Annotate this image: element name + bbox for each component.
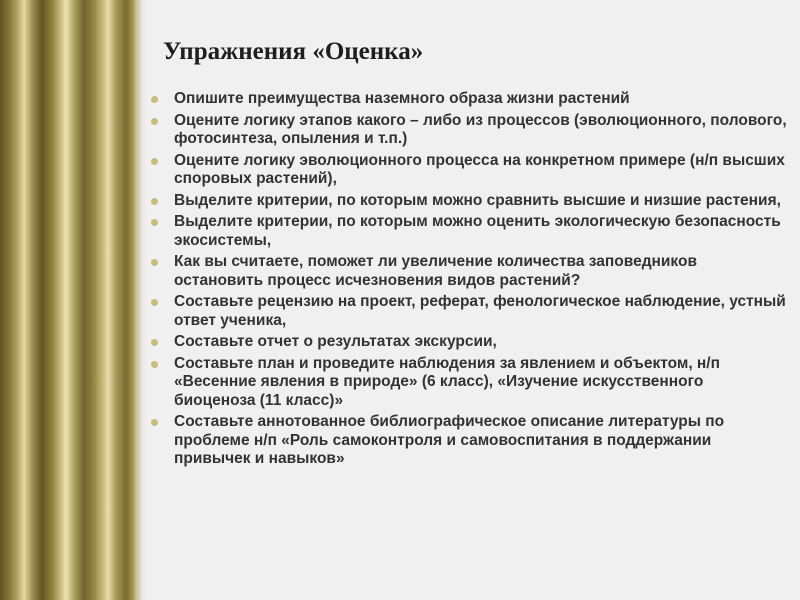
- bullet-list: [148, 90, 788, 472]
- list-item: [148, 192, 788, 211]
- list-item: [148, 90, 788, 109]
- bullet-icon: [151, 96, 158, 103]
- list-item-text: Составьте план и проведите наблюдения за явлением и объектом, н/п «Весенние явления в природе» (6 класс), «Изучение искусственного биоценоза (11 класс)»: [174, 354, 720, 409]
- bullet-icon: [151, 419, 158, 426]
- decorative-stripes: [0, 0, 137, 600]
- bullet-icon: [151, 158, 158, 165]
- list-item: [148, 413, 788, 469]
- bullet-icon: [151, 361, 158, 368]
- list-item-text: Опишите преимущества наземного образа жизни растений: [174, 90, 630, 107]
- list-item: [148, 333, 788, 352]
- bullet-icon: [151, 198, 158, 205]
- bullet-icon: [151, 118, 158, 125]
- bullet-icon: [151, 219, 158, 226]
- list-item: [148, 213, 788, 250]
- list-item-text: Составьте отчет о результатах экскурсии,: [174, 333, 497, 350]
- list-item-text: Оцените логику этапов какого – либо из процессов (эволюционного, полового, фотосинтеза, опыления и т.п.): [174, 111, 787, 147]
- slide-title: Упражнения «Оценка»: [163, 38, 424, 65]
- list-item: [148, 152, 788, 189]
- list-item: [148, 355, 788, 411]
- list-item: [148, 293, 788, 330]
- bullet-icon: [151, 299, 158, 306]
- list-item-text: Выделите критерии, по которым можно сравнить высшие и низшие растения,: [174, 191, 781, 209]
- list-item-text: Как вы считаете, поможет ли увеличение количества заповедников остановить процесс исчезновения видов растений?: [174, 253, 697, 289]
- list-item-text: Выделите критерии, по которым можно оценить экологическую безопасность экосистемы,: [174, 213, 781, 249]
- list-item: [148, 112, 788, 149]
- list-item-text: Составьте аннотованное библиографическое описание литературы по проблеме н/п «Роль самоконтроля и самовоспитания в поддержании привычек и навыков»: [174, 413, 725, 467]
- stripes-edge: [137, 0, 147, 600]
- list-item: [148, 253, 788, 290]
- list-item-text: Оцените логику эволюционного процесса на конкретном примере (н/п высших споровых растений),: [174, 151, 785, 187]
- list-item-text: Составьте рецензию на проект, реферат, фенологическое наблюдение, устный ответ ученика,: [174, 293, 786, 329]
- bullet-icon: [151, 259, 158, 266]
- bullet-icon: [151, 339, 158, 346]
